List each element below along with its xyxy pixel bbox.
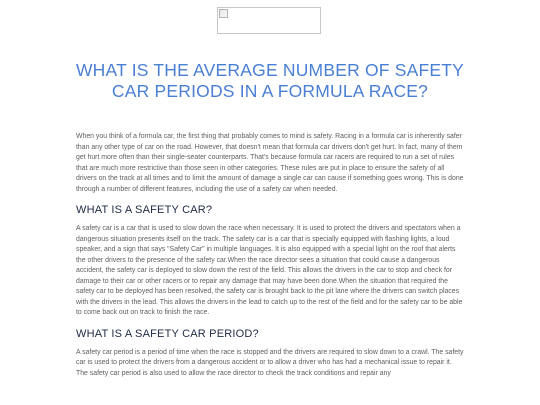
intro-paragraph: When you think of a formula car, the first thing that probably comes to mind is safety. Racing in a formula car is inherently safer than any other type of car on the road. However, that doesn't mean that formula car drivers don't get hurt. In fact, many of them get hurt more often than their single-seater counterparts. That's because formula car racers are required to run a set of rules that are much more restrictive than those seen in other categories. These rules are put in place to ensure the safety of all drivers on the track at all times and to limit the amount of damage a single car can cause if something goes wrong. This is done through a number of different features, including the use of a safety car when needed. — [76, 133, 464, 193]
site-logo-image[interactable] — [217, 7, 321, 34]
section-heading-safety-car-period: WHAT IS A SAFETY CAR PERIOD? — [76, 327, 259, 340]
article-body — [76, 132, 464, 388]
section-paragraph-safety-car-period: A safety car period is a period of time when the race is stopped and the drivers are required to slow down to a crawl. The safety car is used to protect the drivers from a dangerous accident or to allow a driver who has had a mechanical issue to repair it. The safety car period is also used to allow the race director to check the track conditions and repair any — [76, 348, 464, 377]
section-heading-safety-car: WHAT IS A SAFETY CAR? — [76, 204, 213, 216]
page-title: WHAT IS THE AVERAGE NUMBER OF SAFETY CAR PERIODS IN A FORMULA RACE? — [75, 60, 465, 101]
section-paragraph-safety-car: A safety car is a car that is used to slow down the race when necessary. It is used to protect the drivers and spectators when a dangerous situation presents itself on the track. The safety car is a car that is specially equipped with flashing lights, a loud speaker, and a sign that says "Safety Car" in multiple languages. It is also equipped with a special light on the roof that alerts the other drivers to the presence of the safety car.When the race director sees a situation that could cause a dangerous accident, the safety car is deployed to slow down the rest of the field. This allows the drivers in the car to stop and check for damage to their car or other racers or to repair any damage that may have been done.When the situation that required the safety car to be deployed has been resolved, the safety car is brought back to the pit lane where the drivers can switch places with the drivers in the lead. This allows the drivers in the lead to catch up to the rest of the field and for the safety car to be able to come back out on track to finish the race. — [76, 225, 463, 316]
